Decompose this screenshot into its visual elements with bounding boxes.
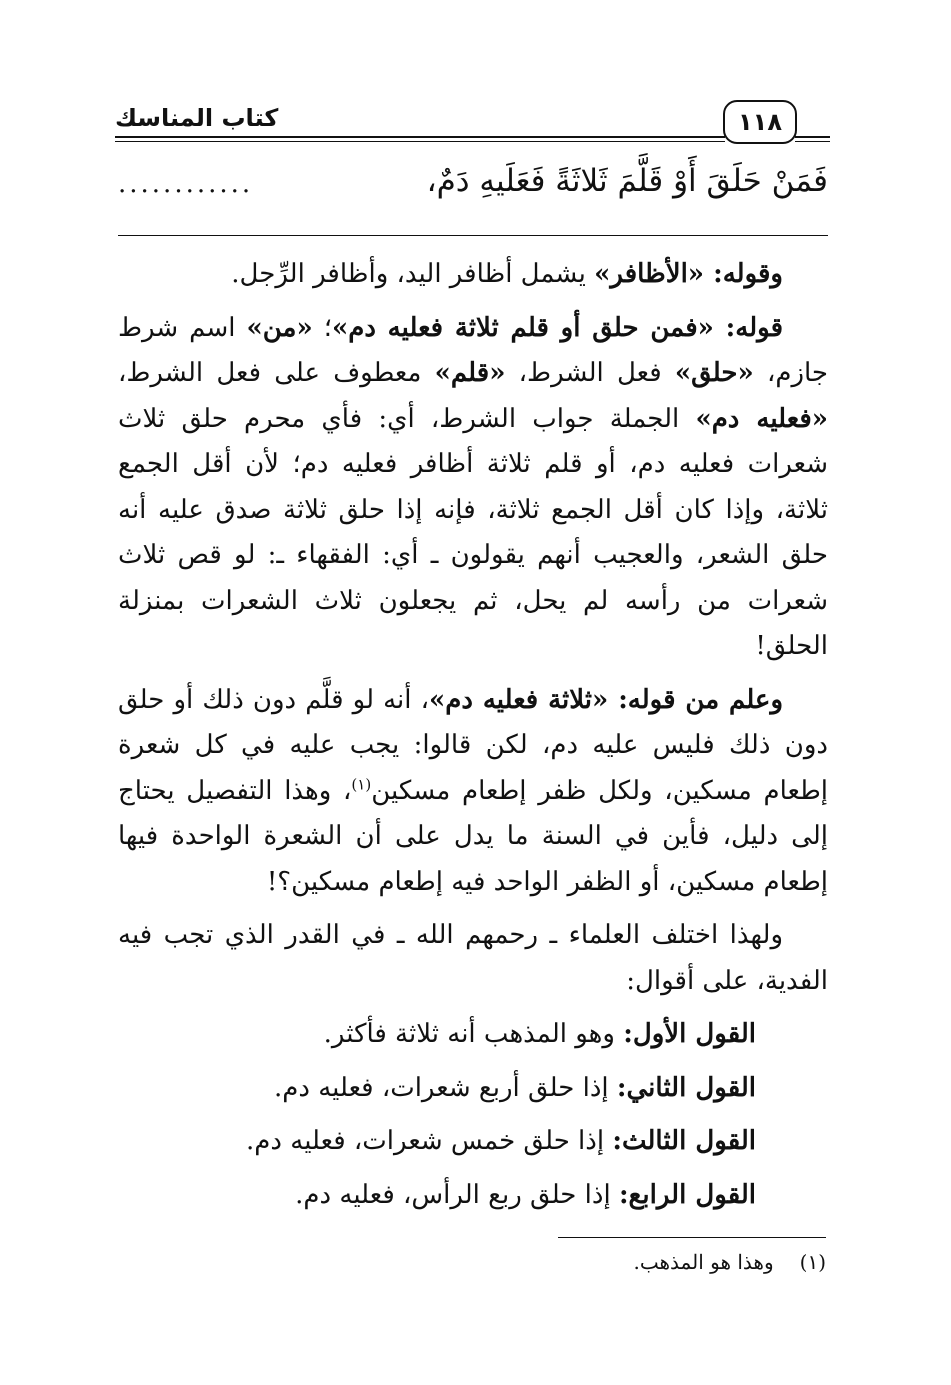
- paragraph-text: ولهذا اختلف العلماء ـ رحمهم الله ـ في القدر الذي تجب فيه الفدية، على أقوال:: [118, 920, 828, 996]
- paragraph: [118, 913, 828, 1004]
- opinion-item: [118, 1119, 828, 1165]
- paragraph-text: معطوف على فعل الشرط،: [118, 358, 435, 388]
- footnote-mark: (١): [799, 1250, 826, 1274]
- paragraph-text: الجملة جواب الشرط، أي: فأي محرم حلق ثلاث شعرات فعليه دم، أو قلم ثلاثة أظافر فعليه دم؛ لأن أقل الجمع ثلاثة، وإذا كان أقل الجمع ثلاثة، فإنه إذا حلق ثلاثة صدق عليه أنه حلق الشعر، والعجيب أنهم يقولون ـ أي: الفقهاء ـ: لو قص ثلاث شعرات من رأسه لم يحل، ثم يجعلون ثلاث الشعرات بمنزلة الحلق!: [118, 403, 828, 661]
- book-title: كتاب المناسك: [115, 104, 279, 132]
- header-rule-thin-right: [795, 141, 830, 142]
- footnote-ref: (١): [351, 774, 372, 793]
- opinion-item: [118, 1012, 828, 1058]
- header-rule-thick-right: [795, 136, 830, 138]
- header-rule-thin: [115, 141, 725, 142]
- quoted-term: «قلم»: [434, 358, 506, 388]
- opinion-text: إذا حلق أربع شعرات، فعليه دم.: [274, 1072, 617, 1103]
- paragraph-text: ، أنه لو قلَّم دون ذلك أو حلق دون ذلك فليس عليه دم، لكن قالوا: يجب عليه في كل شعرة إطعام مسكين، ولكل ظفر إطعام مسكين: [118, 684, 828, 806]
- quoted-term: «فمن حلق أو قلم ثلاثة فعليه دم»: [331, 312, 714, 343]
- bold-lead: قوله:: [713, 312, 783, 343]
- opinion-item: [118, 1173, 828, 1219]
- opinion-label: القول الأول:: [623, 1019, 756, 1049]
- header-rule-thick: [115, 136, 725, 138]
- quoted-term: «الأظافر»: [594, 259, 705, 289]
- bold-lead: وعلم من قوله:: [608, 684, 783, 715]
- paragraph: [118, 306, 828, 670]
- matn-divider: [118, 235, 828, 236]
- opinion-label: القول الثالث:: [612, 1126, 756, 1156]
- bold-lead: وقوله:: [704, 259, 783, 289]
- paragraph-text: ، وهذا التفصيل يحتاج إلى دليل، فأين في السنة ما يدل على أن الشعرة الواحدة فيها إطعام مسكين، أو الظفر الواحد فيه إطعام مسكين؟!: [118, 775, 828, 897]
- quoted-term: «فعليه دم»: [695, 403, 828, 434]
- paragraph-text: ؛: [312, 312, 332, 343]
- opinion-label: القول الرابع:: [618, 1179, 756, 1210]
- quoted-term: «ثلاثة فعليه دم»: [429, 684, 609, 715]
- matn-dots: ............: [118, 169, 254, 199]
- matn-text: فَمَنْ حَلَقَ أَوْ قَلَّمَ ثَلاثَةً فَعَلَيهِ دَمٌ،: [426, 163, 828, 199]
- quoted-term: «حلق»: [674, 358, 754, 388]
- opinion-label: القول الثاني:: [616, 1072, 756, 1103]
- paragraph-text: يشمل أظافر اليد، وأظافر الرِّجل.: [231, 259, 595, 289]
- commentary: [118, 252, 828, 1226]
- paragraph-text: اسم شرط جازم،: [118, 312, 828, 388]
- quoted-term: «من»: [246, 312, 313, 343]
- opinion-text: وهو المذهب أنه ثلاثة فأكثر.: [323, 1019, 624, 1049]
- matn-line: [118, 163, 828, 213]
- page-header: [115, 96, 830, 156]
- opinion-text: إذا حلق ربع الرأس، فعليه دم.: [295, 1179, 619, 1210]
- footnote-divider: [558, 1237, 826, 1238]
- footnote-text: وهذا هو المذهب.: [633, 1250, 774, 1274]
- footnote: [400, 1250, 826, 1274]
- opinion-item: [118, 1066, 828, 1112]
- opinion-text: إذا حلق خمس شعرات، فعليه دم.: [246, 1126, 613, 1156]
- paragraph: [118, 678, 828, 906]
- paragraph-text: فعل الشرط،: [505, 358, 675, 388]
- page-number: ١١٨: [723, 100, 797, 144]
- paragraph: [118, 252, 828, 298]
